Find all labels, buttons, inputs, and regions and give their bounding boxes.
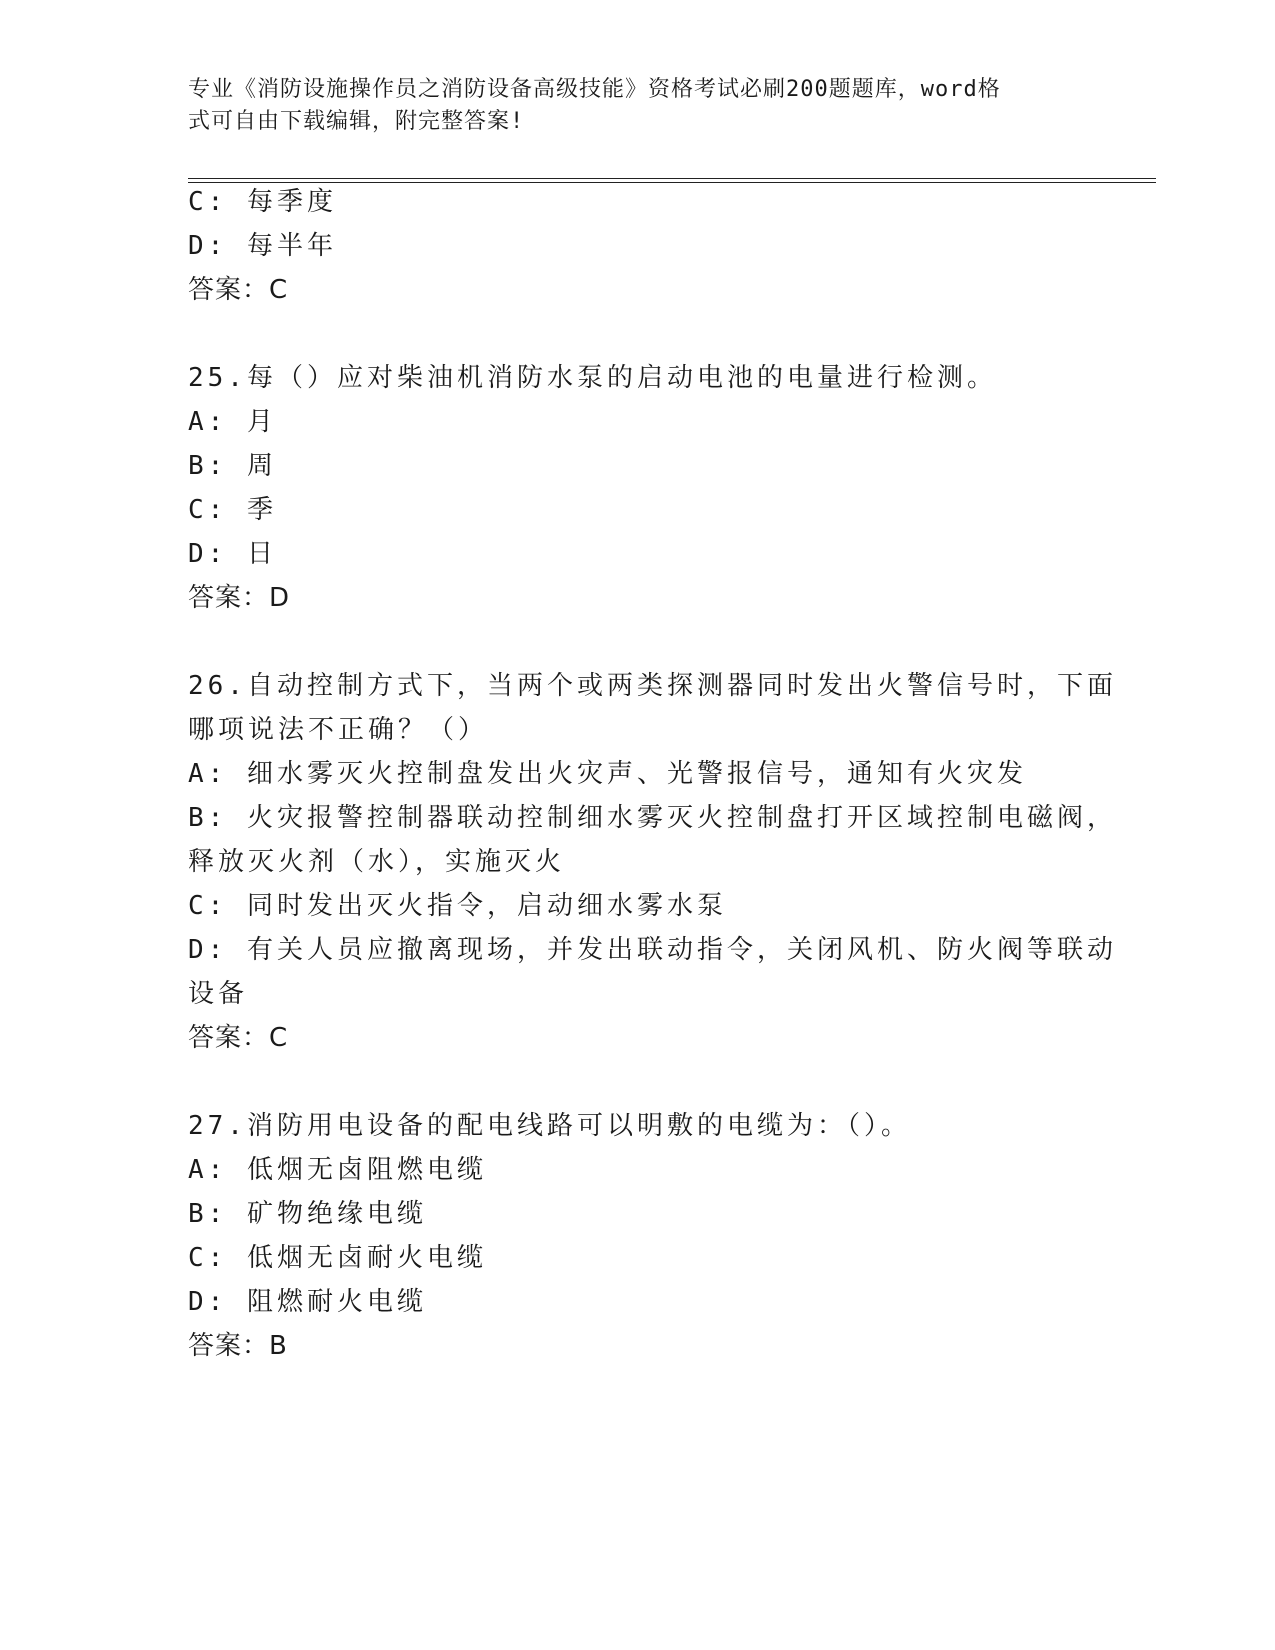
q27-option-c: C: 低烟无卤耐火电缆 — [188, 1243, 487, 1273]
document-header — [188, 74, 1068, 138]
header-line-2: 式可自由下载编辑，附完整答案! — [188, 109, 525, 134]
q25-option-c: C: 季 — [188, 495, 277, 525]
q26-option-b-line-1: B: 火灾报警控制器联动控制细水雾灭火控制盘打开区域控制电磁阀， — [188, 803, 1117, 833]
q26-option-d-line-1: D: 有关人员应撤离现场，并发出联动指令，关闭风机、防火阀等联动 — [188, 935, 1117, 965]
prev-option-c: C: 每季度 — [188, 187, 337, 217]
header-divider-bottom — [188, 182, 1156, 183]
q27-option-a: A: 低烟无卤阻燃电缆 — [188, 1155, 487, 1185]
q27-option-b: B: 矿物绝缘电缆 — [188, 1199, 427, 1229]
q27-stem: 27.消防用电设备的配电线路可以明敷的电缆为：（）。 — [188, 1111, 911, 1141]
q26-option-c: C: 同时发出灭火指令，启动细水雾水泵 — [188, 891, 727, 921]
q25-option-b: B: 周 — [188, 451, 277, 481]
q25-stem: 25.每（）应对柴油机消防水泵的启动电池的电量进行检测。 — [188, 363, 997, 393]
q25-option-d: D: 日 — [188, 539, 277, 569]
q26-option-d-line-2: 设备 — [188, 979, 249, 1009]
q26-stem-line-1: 26.自动控制方式下，当两个或两类探测器同时发出火警信号时，下面 — [188, 671, 1117, 701]
prev-option-d: D: 每半年 — [188, 231, 337, 261]
q26-stem-line-2: 哪项说法不正确？（） — [188, 715, 489, 745]
header-divider-top — [188, 178, 1156, 179]
header-line-1: 专业《消防设施操作员之消防设备高级技能》资格考试必刷200题题库，word格 — [188, 77, 1001, 102]
q26-option-b-line-2: 释放灭火剂（水），实施灭火 — [188, 847, 566, 877]
q25-answer: 答案：D — [188, 583, 291, 613]
q26-answer: 答案：C — [188, 1023, 289, 1053]
q27-answer: 答案：B — [188, 1331, 288, 1361]
q27-option-d: D: 阻燃耐火电缆 — [188, 1287, 427, 1317]
q26-option-a: A: 细水雾灭火控制盘发出火灾声、光警报信号，通知有火灾发 — [188, 759, 1027, 789]
q25-option-a: A: 月 — [188, 407, 277, 437]
prev-answer: 答案：C — [188, 275, 289, 305]
